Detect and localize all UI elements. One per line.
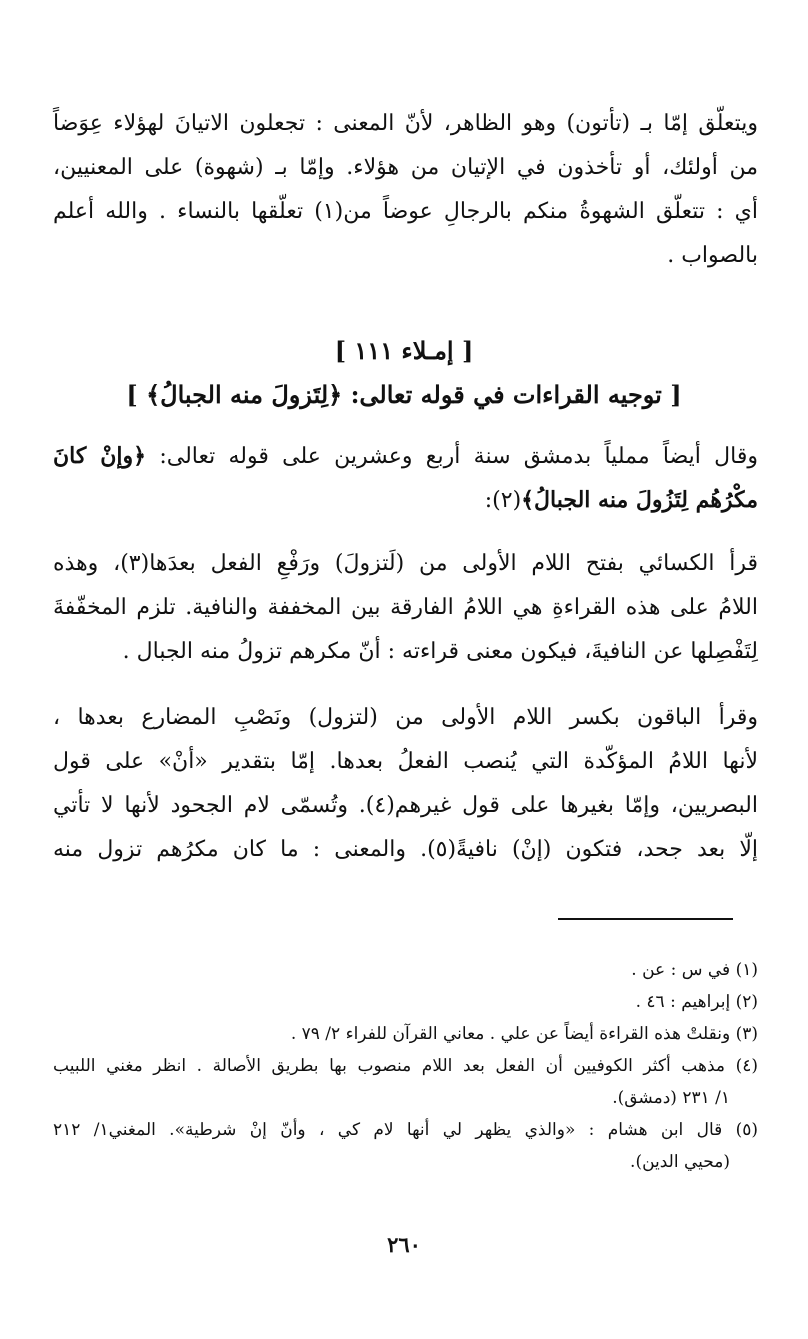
text-line: لِتَفْصِلها عن النافيةَ، فيكون معنى قراءته : أنّ مكرهم تزولُ منه الجبال . <box>122 639 758 664</box>
footnote: (٣) ونقلتْ هذه القراءة أيضاً عن علي . معاني القرآن للفراء ٢/ ٧٩ . <box>290 1024 758 1044</box>
footnote: (٢) إبراهيم : ٤٦ . <box>635 992 758 1012</box>
footnote-divider <box>558 918 733 920</box>
text-line: إلّا بعد جحد، فتكون (إنْ) نافيةً(٥). والمعنى : ما كان مكرُهم تزول منه <box>53 837 758 862</box>
text-line <box>53 434 758 478</box>
footnote-ref: (٢): <box>484 488 522 513</box>
text-line: من أولئك، أو تأخذون في الإتيان من هؤلاء. وإمّا بـ (شهوة) على المعنيين، <box>53 155 758 180</box>
text-line: لأنها اللامُ المؤكّدة التي يُنصب الفعلُ بعدها. إمّا بتقدير «أنْ» على قول <box>53 749 758 774</box>
quran-verse-end: مكْرُهُم لِتَزُولَ منه الجبالُ﴾ <box>521 487 758 513</box>
section-title-heading: [ توجيه القراءات في قوله تعالى: ﴿لِتَزولَ منه الجبالُ﴾ ] <box>126 380 682 409</box>
page-number: ٢٦٠ <box>387 1232 421 1257</box>
footnotes <box>53 954 758 1178</box>
text-line: قرأ الكسائي بفتح اللام الأولى من (لَتزولَ) ورَفْعِ الفعل بعدَها(٣)، وهذه <box>53 551 758 576</box>
text-line: أي : تتعلّق الشهوةُ منكم بالرجالِ عوضاً من(١) تعلّقها بالنساء . والله أعلم <box>53 199 758 224</box>
quran-verse-start: ﴿وإنْ كانَ <box>53 443 147 469</box>
paragraph-continuation <box>53 102 758 278</box>
footnote: (١) في س : عن . <box>631 960 758 980</box>
text-line: البصريين، وإمّا بغيرها على قول غيرهم(٤). وتُسمّى لام الجحود لأنها لا تأتي <box>53 793 758 818</box>
text-line: ويتعلّق إمّا بـ (تأتون) وهو الظاهر، لأنّ المعنى : تجعلون الاتيانَ لهؤلاء عِوَضاً <box>53 111 758 136</box>
footnote-continuation: ١/ ٢٣١ (دمشق). <box>612 1088 730 1108</box>
section-number-heading: [ إمـلاء ١١١ ] <box>334 336 474 365</box>
text-line <box>53 478 758 522</box>
footnote: (٥) قال ابن هشام : «والذي يظهر لي أنها لام كي ، وأنّ إنْ شرطية». المغني١/ ٢١٢ <box>53 1120 758 1140</box>
footnote: (٤) مذهب أكثر الكوفيين أن الفعل بعد اللام منصوب بها بطريق الأصالة . انظر مغني اللبيب <box>53 1056 758 1076</box>
text-line: اللامُ على هذه القراءةِ هي اللامُ الفارقة بين المخففة والنافية. تلزم المخفّفةَ <box>53 595 758 620</box>
paragraph-kisai <box>53 542 758 674</box>
text-line: بالصواب . <box>667 243 758 268</box>
text-line: وقرأ الباقون بكسر اللام الأولى من (لتزول) ونَصْبِ المضارع بعدها ، <box>53 705 758 730</box>
paragraph-intro <box>53 434 758 522</box>
footnote-continuation: (محيي الدين). <box>630 1152 730 1172</box>
paragraph-others <box>53 696 758 872</box>
intro-text: وقال أيضاً مملياً بدمشق سنة أربع وعشرين على قوله تعالى: <box>146 444 758 469</box>
